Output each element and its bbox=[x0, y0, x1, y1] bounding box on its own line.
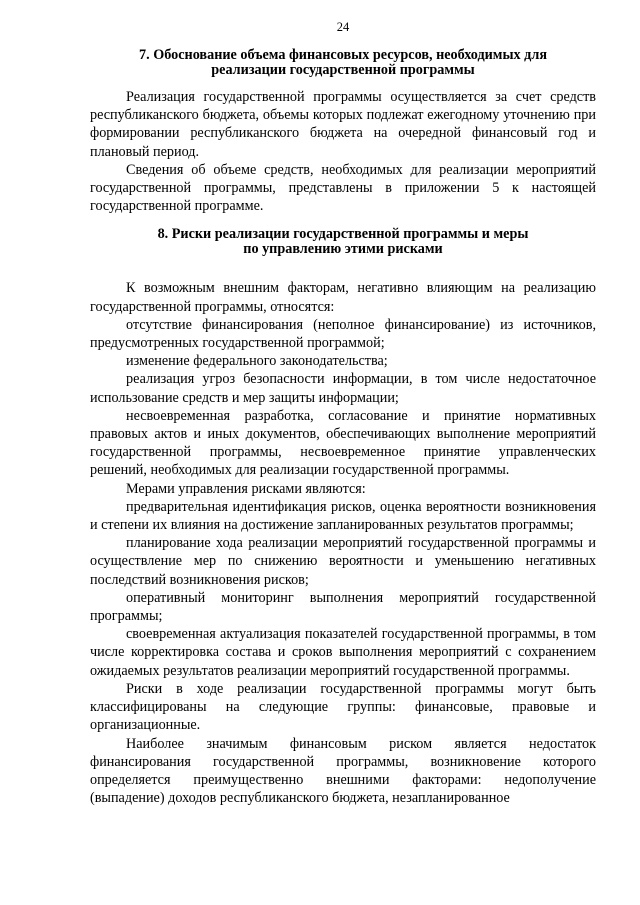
paragraph: реализация угроз безопасности информации, в том числе недостаточное использование средств и мер защиты информации; bbox=[90, 371, 596, 406]
paragraph: Риски в ходе реализации государственной программы могут быть классифицированы на следующие группы: финансовые, правовые и организационные. bbox=[90, 680, 596, 734]
section-7-title bbox=[90, 48, 596, 77]
paragraph: изменение федерального законодательства; bbox=[126, 353, 388, 370]
paragraph: оперативный мониторинг выполнения мероприятий государственной программы; bbox=[90, 589, 596, 625]
section-8-title bbox=[90, 227, 596, 256]
paragraph: планирование хода реализации мероприятий государственной программы и осуществление мер по снижению вероятности и уменьшению негативных последствий возникновения рисков; bbox=[90, 535, 596, 588]
paragraph: К возможным внешним факторам, негативно влияющим на реализацию государственной программы, относятся: bbox=[90, 280, 596, 315]
paragraph: предварительная идентификация рисков, оценка вероятности возникновения и степени их влияния на достижение запланированных результатов программы; bbox=[90, 498, 596, 534]
section-7-title-line-2: реализации государственной программы bbox=[211, 61, 475, 78]
paragraph: отсутствие финансирования (неполное финансирование) из источников, предусмотренных государственной программой; bbox=[90, 316, 596, 352]
section-7 bbox=[90, 48, 596, 215]
section-8 bbox=[90, 227, 596, 807]
paragraph: своевременная актуализация показателей государственной программы, в том числе корректировка состава и сроков выполнения мероприятий с сохранением ожидаемых результатов реализации мероприятий государственной программы. bbox=[90, 626, 596, 679]
section-8-title-line-1: 8. Риски реализации государственной программы и меры bbox=[157, 226, 529, 243]
paragraph: Наиболее значимым финансовым риском является недостаток финансирования государственной программы, возникновение которого определяется преимущественно внешними факторами: недополучение (выпадение) доходов республиканского бюджета, незапланированное bbox=[90, 735, 596, 807]
page-number: 24 bbox=[336, 20, 350, 34]
paragraph: Мерами управления рисками являются: bbox=[126, 480, 366, 497]
paragraph: несвоевременная разработка, согласование и принятие нормативных правовых актов и иных документов, обеспечивающих выполнение мероприятий государственной программы, несвоевременное принятие управленческих решений, необходимых для реализации государственной программы. bbox=[90, 407, 596, 479]
section-7-title-line-1: 7. Обоснование объема финансовых ресурсов, необходимых для bbox=[139, 47, 547, 63]
section-8-title-line-2: по управлению этими рисками bbox=[243, 240, 443, 257]
paragraph: Реализация государственной программы осуществляется за счет средств республиканского бюджета, объемы которых подлежат ежегодному уточнению при формировании республиканского бюджета на очередной финансовый год и плановый период. bbox=[90, 89, 596, 160]
paragraph: Сведения об объеме средств, необходимых для реализации мероприятий государственной программы, представлены в приложении 5 к настоящей государственной программе. bbox=[90, 161, 596, 215]
